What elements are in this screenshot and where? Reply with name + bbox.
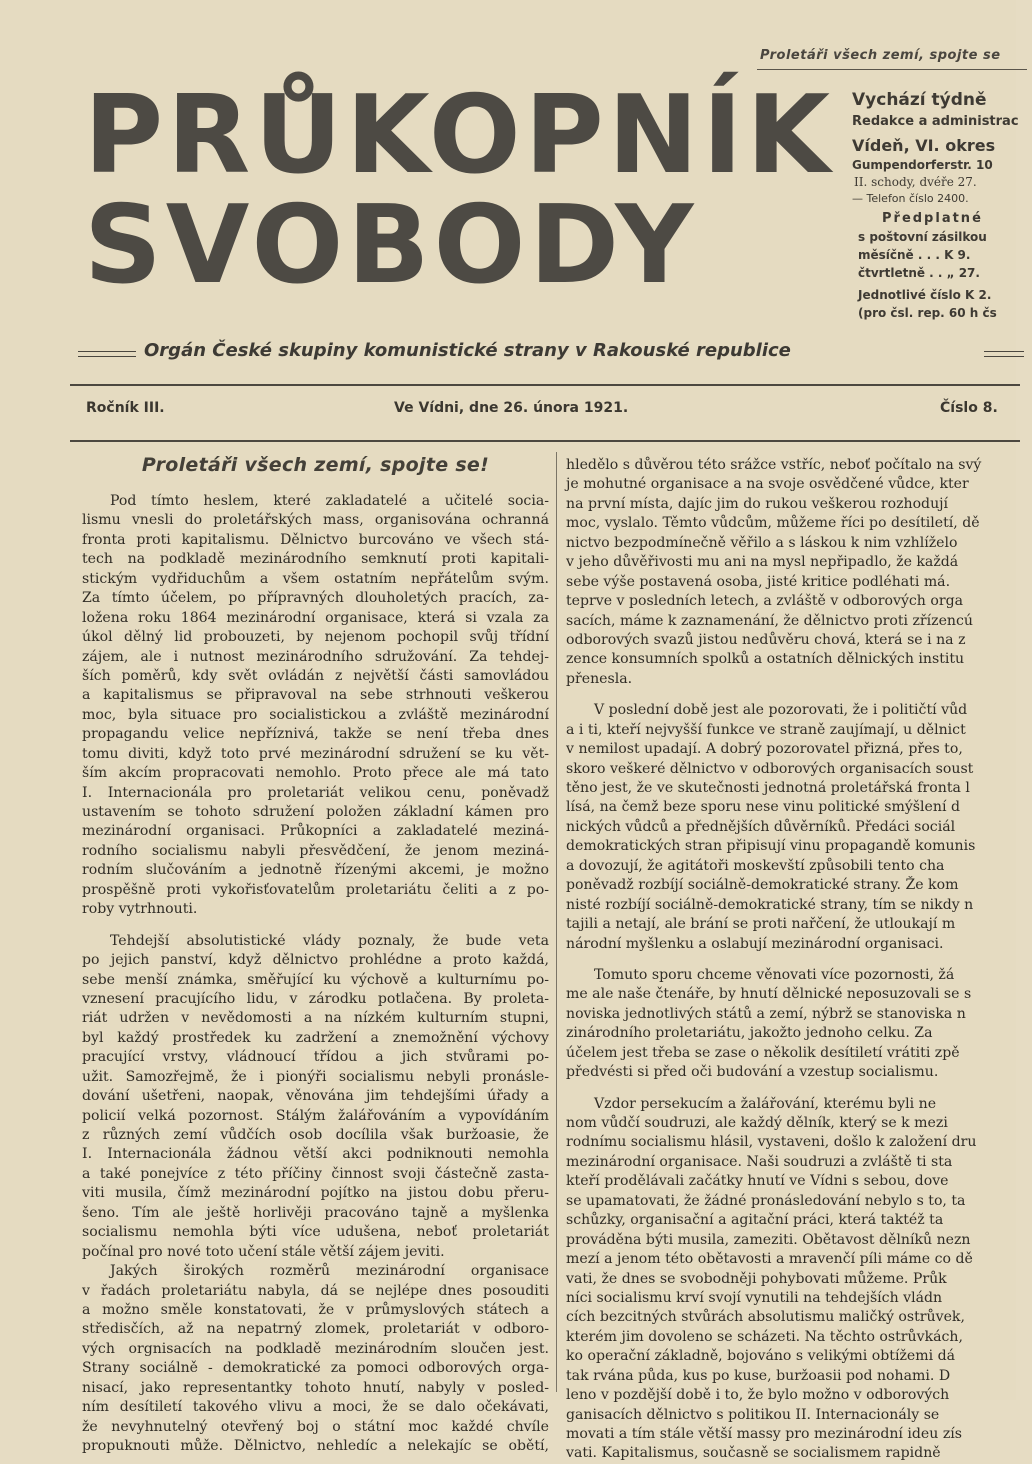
text-line: užit. Samozřejmě, že i pionýři socialismu nebyli pronásle- xyxy=(82,1068,549,1085)
text-line: nictvo bezpodmínečně věřilo a s láskou k nim vzhlíželo xyxy=(566,534,958,551)
rule-upper xyxy=(70,384,1020,386)
paragraph-gap xyxy=(82,920,549,932)
text-line: roby vytrhnouti. xyxy=(82,901,198,918)
paragraph-gap xyxy=(566,1083,1026,1095)
text-line: vznesení pracujícího lidu, v zárodku potlačena. By proleta- xyxy=(82,990,549,1007)
text-line: stickým vydřiduchům a všem ostatním nepřátelům svým. xyxy=(82,570,549,587)
info-single: Jednotlivé číslo K 2. xyxy=(858,288,992,302)
column-2-body xyxy=(566,456,1026,1464)
organ-line xyxy=(78,340,1018,370)
publication-info xyxy=(852,90,1032,324)
text-line: Pod tímto heslem, které zakladatelé a učitelé socia- xyxy=(110,493,549,509)
organ-rule-left xyxy=(78,351,136,357)
text-line: riát udržen v nevědomosti a na nízkém kulturním stupni, xyxy=(82,1010,549,1027)
text-line: I. Internacionála pro proletariát velikou cenu, poněvadž xyxy=(82,784,549,801)
text-line: a také ponejvíce z této příčiny činnost svoji částečně zasta- xyxy=(82,1165,549,1182)
text-line: Vzdor persekucím a žalářování, kterému byli ne xyxy=(594,1095,937,1112)
issue-number: Číslo 8. xyxy=(940,400,998,416)
article-column-1 xyxy=(82,456,549,1456)
dateline xyxy=(86,400,1020,422)
text-line: propagandu velice nepříznivá, takže se není třeba dnes xyxy=(82,726,549,743)
text-line: nisté rozbíjí sociálně-demokratické strany, tím se nikdy n xyxy=(566,896,974,913)
organ-rule-right xyxy=(984,351,1024,357)
text-line: úkol dělný lid probouzeti, by nejenom pochopil svůj třídní xyxy=(82,629,549,646)
text-line: je mohutné organisace a na svoje osvědčené vůdce, kter xyxy=(566,476,969,493)
text-line: ložena roku 1864 mezinárodní organisace, která si vzala za xyxy=(82,609,549,626)
text-line: socialismu nemohla býti více udušena, neboť proletariát xyxy=(82,1224,549,1241)
column-1-body xyxy=(82,492,549,1456)
issue-date: Ve Vídni, dne 26. února 1921. xyxy=(394,400,629,416)
text-line: teprve v posledních letech, a zvláště v odborových orga xyxy=(566,593,964,610)
info-redakce: Redakce a administrac xyxy=(852,114,1019,129)
text-line: zence konsumních spolků a ostatních dělnických institu xyxy=(566,651,965,668)
text-line: prospěšně proti vykořisťovatelům proletariátu čeliti a z po- xyxy=(82,881,549,898)
text-line: ších poměrů, kdy svět ovládán z největší části samovládou xyxy=(82,667,549,684)
text-line: níci socialismu krví svojí vynutili na tehdejších vládn xyxy=(566,1289,943,1306)
article-headline: Proletáři všech zemí, spojte se! xyxy=(141,454,490,476)
info-phone: — Telefon číslo 2400. xyxy=(852,192,969,205)
top-slogan: Proletáři všech zemí, spojte se xyxy=(760,48,1001,63)
text-line: kterém jim dovoleno se scházeti. Na těchto ostrůvkách, xyxy=(566,1328,963,1345)
info-stairs: II. schody, dvéře 27. xyxy=(854,175,977,189)
text-line: mezinárodní organisaci. Průkopníci a zakladatelé meziná- xyxy=(82,823,549,840)
text-line: sebe výše postavená osoba, jisté kritice podléhati má. xyxy=(566,573,951,590)
info-monthly: měsíčně . . . K 9. xyxy=(858,248,971,262)
text-line: hledělo s důvěrou této srážce vstříc, neboť počítalo na svý xyxy=(566,457,982,473)
text-line: V poslední době jest ale pozorovati, že i političtí vůd xyxy=(594,702,968,719)
top-slogan-rule xyxy=(757,69,1027,70)
text-line: zájem, ale i nutnost mezinárodního sdružování. Za tehdej- xyxy=(82,648,549,665)
text-line: leno v pozdější době i to, že bylo možno v odborových xyxy=(566,1387,950,1404)
text-line: rodního socialismu nabyli přesvědčení, že jenom meziná- xyxy=(82,842,549,859)
text-line: schůzky, organisační a agitační práci, která taktéž ta xyxy=(566,1212,944,1229)
text-line: moc, vyslalo. Těmto vůdcům, můžeme říci po desítiletí, dě xyxy=(566,515,980,532)
text-line: po jejich panství, když dělnictvo prohlédne a proto každá, xyxy=(82,952,549,969)
info-quarterly: čtvrtletně . . „ 27. xyxy=(858,266,980,280)
text-line: účelem jest třeba se zase o několik desítiletí vrátiti zpě xyxy=(566,1044,960,1061)
volume: Ročník III. xyxy=(86,400,165,416)
paragraph-gap xyxy=(566,954,1026,966)
text-line: mezí a jenom této obětavosti a mravenčí píli máme co dě xyxy=(566,1251,973,1268)
text-line: počínal pro nové toto učení stále větší zájem jeviti. xyxy=(82,1243,445,1260)
text-line: noviska jednotlivých států a zemí, nýbrž se stanoviska n xyxy=(566,1005,966,1022)
text-line: policií velká pozornost. Stálým žalářováním a vypovídáním xyxy=(82,1107,549,1124)
text-line: a i ti, kteří nejvyšší funkce ve straně zaujímají, u dělnict xyxy=(566,721,966,738)
text-line: vých orgnisacích na podkladě mezinárodním sloučen jest. xyxy=(82,1340,549,1357)
text-line: byl každý prostředek ku zadržení a znemožnění výchovy xyxy=(82,1029,549,1046)
text-line: sebe menší známka, směřující ku výchově a kulturnímu po- xyxy=(82,971,549,988)
text-line: šeno. Tím ale ještě horlivěji pracováno tajně a myšlenka xyxy=(82,1204,549,1221)
text-line: vati. Kapitalismus, současně se socialismem rapidně xyxy=(566,1445,941,1462)
text-line: zinárodního proletariátu, jakožto jednoho celku. Za xyxy=(566,1025,933,1042)
rule-lower xyxy=(70,440,1020,442)
organ-text: Orgán České skupiny komunistické strany v Rakouské republice xyxy=(144,340,791,361)
text-line: fronta proti kapitalismu. Dělnictvo burcováno ve všech stá- xyxy=(82,531,549,548)
text-line: poněvadž rozbíjí sociálně-demokratické strany. Že kom xyxy=(566,877,959,894)
text-line: Tomuto sporu chceme věnovati více pozornosti, žá xyxy=(594,966,955,983)
text-line: vati, že dnes se svobodněji pohybovati můžeme. Průk xyxy=(566,1270,947,1287)
text-line: a dovozují, že agitátoři moskevští způsobili tento cha xyxy=(566,857,945,874)
text-line: v řadách proletariátu nabyla, dá se nejlépe dnes posouditi xyxy=(82,1282,549,1299)
info-csl: (pro čsl. rep. 60 h čs xyxy=(858,306,997,320)
text-line: movati a tím stále větší massy pro mezinárodní ideu zís xyxy=(566,1426,962,1442)
text-line: mezinárodní organisace. Naši soudruzi a zvláště ti sta xyxy=(566,1153,953,1170)
text-line: propuknouti může. Dělnictvo, nehledíc a nelekajíc se obětí, xyxy=(82,1438,549,1454)
text-line: Jakých širokých rozměrů mezinárodní organisace xyxy=(110,1263,549,1280)
text-line: Tehdejší absolutistické vlády poznaly, že bude veta xyxy=(110,932,549,949)
text-line: nisací, jako representantky tohoto hnutí, nabyly v posled- xyxy=(82,1379,549,1396)
text-line: skoro veškeré dělnictvo v odborových organisacích soust xyxy=(566,760,974,777)
text-line: předvésti si před oči budování a vzestup socialismu. xyxy=(566,1064,939,1081)
text-line: sacích, máme k zaznamenání, že dělnictvo proti zřízencú xyxy=(566,612,973,629)
text-line: ním desítiletí takového vlivu a moci, že se dalo očekávati, xyxy=(82,1399,549,1416)
text-line: tomu diviti, když toto prvé mezinárodní sdružení se ku vět- xyxy=(82,745,549,762)
masthead-line1: PRŮKOPNÍK xyxy=(84,73,835,198)
info-street: Gumpendorferstr. 10 xyxy=(852,158,993,172)
info-weekly: Vychází týdně xyxy=(852,90,987,110)
text-line: ganisacích dělnictvo s politikou II. Internacionály se xyxy=(566,1406,940,1423)
text-line: na první místa, dajíc jim do rukou veškerou rozhodují xyxy=(566,495,949,512)
text-line: cích bezcitných stvůrách absolutismu maličký ostrůvek, xyxy=(566,1309,965,1326)
text-line: moc, byla situace pro socialistickou a zvláště mezinárodní xyxy=(82,706,549,723)
text-line: přenesla. xyxy=(566,670,633,687)
text-line: a kapitalismus se připravoval na sebe strhnouti veškerou xyxy=(82,687,549,704)
text-line: nom vůdčí soudruzi, ale každý dělník, který se k mezi xyxy=(566,1115,948,1131)
info-city: Vídeň, VI. okres xyxy=(852,136,996,155)
text-line: nických vůdců a přednějších důvěrníků. Předáci sociál xyxy=(566,818,956,835)
text-line: těno jest, že ve skutečnosti jednotná proletářská fronta l xyxy=(566,780,970,796)
text-line: kteří prodělávali začátky hnutí ve Vídni s sebou, dove xyxy=(566,1173,949,1190)
text-line: tak rvána půda, kus po kuse, buržoasii pod nohami. D xyxy=(566,1367,951,1384)
masthead-line2: SVOBODY xyxy=(84,183,698,308)
text-line: I. Internacionála žádnou větší akci podniknouti nemohla xyxy=(82,1146,549,1163)
text-line: demokratických stran připisují vinu propagandě komunis xyxy=(566,838,976,855)
info-post: s poštovní zásilkou xyxy=(858,230,987,244)
text-line: v jeho důvěřivosti mu ani na mysl nepřipadlo, že každá xyxy=(566,554,959,571)
masthead xyxy=(84,73,835,308)
text-line: lismu vnesli do proletářských mass, organisována ochranná xyxy=(82,512,549,529)
text-line: odborových svazů jistou nedůvěru chová, která se i na z xyxy=(566,631,966,648)
text-line: ším akcím propracovati nemohlo. Proto přece ale má tato xyxy=(82,765,549,782)
text-line: rodním slučováním a jednotně řízenými akcemi, je možno xyxy=(82,862,549,879)
text-line: viti musila, čímž mezinárodní pojítko na jistou dobu přeru- xyxy=(82,1185,549,1202)
info-subscription: Předplatné xyxy=(882,211,983,226)
column-separator xyxy=(556,452,557,1392)
text-line: pracující vrstvy, vládnoucí třídou a jich stvůrami po- xyxy=(82,1049,549,1066)
text-line: ko operační základně, bojováno s velikými obtížemi dá xyxy=(566,1348,956,1365)
paragraph-gap xyxy=(566,689,1026,701)
text-line: a možno směle konstatovati, že v průmyslových státech a xyxy=(82,1301,549,1318)
article-column-2 xyxy=(566,456,1026,1464)
text-line: tajili a netají, ale brání se proti nařčení, že utloukají m xyxy=(566,916,956,933)
text-line: že nevyhnutelný otevřený boj o státní moc každé chvíle xyxy=(82,1418,549,1435)
text-line: tech na podkladě mezinárodního semknutí proti kapitali- xyxy=(82,551,549,568)
text-line: z různých zemí vůdčích osob docílila však buržoasie, že xyxy=(82,1127,549,1143)
text-line: středisčích, až na nepatrný zlomek, proletariát v odboro- xyxy=(82,1321,549,1338)
text-line: me ale naše čtenáře, by hnutí dělnické neposuzovali se s xyxy=(566,986,972,1003)
text-line: dování ušetřeni, naopak, věnována jim tehdejšími úřady a xyxy=(82,1088,549,1105)
text-line: ustavením se tohoto sdružení položen základní kámen pro xyxy=(82,804,549,820)
text-line: v nemilost upadají. A dobrý pozorovatel přizná, přes to, xyxy=(566,741,963,758)
text-line: Za tímto účelem, po přípravných dlouholetých pracích, za- xyxy=(82,590,549,607)
text-line: národní myšlenku a oslabují mezinárodní organisaci. xyxy=(566,935,944,952)
text-line: prováděna býti musila, zameziti. Obětavost dělníků nezn xyxy=(566,1231,971,1248)
text-line: Strany sociálně - demokratické za pomoci odborových orga- xyxy=(82,1360,549,1377)
text-line: se upamatovati, že žádné pronásledování nebylo s to, ta xyxy=(566,1192,966,1209)
text-line: lísá, na čemž beze sporu nese vinu politické smýšlení d xyxy=(566,799,960,816)
text-line: rodnímu socialismu hlásil, vystaveni, došlo k založení dru xyxy=(566,1134,977,1151)
